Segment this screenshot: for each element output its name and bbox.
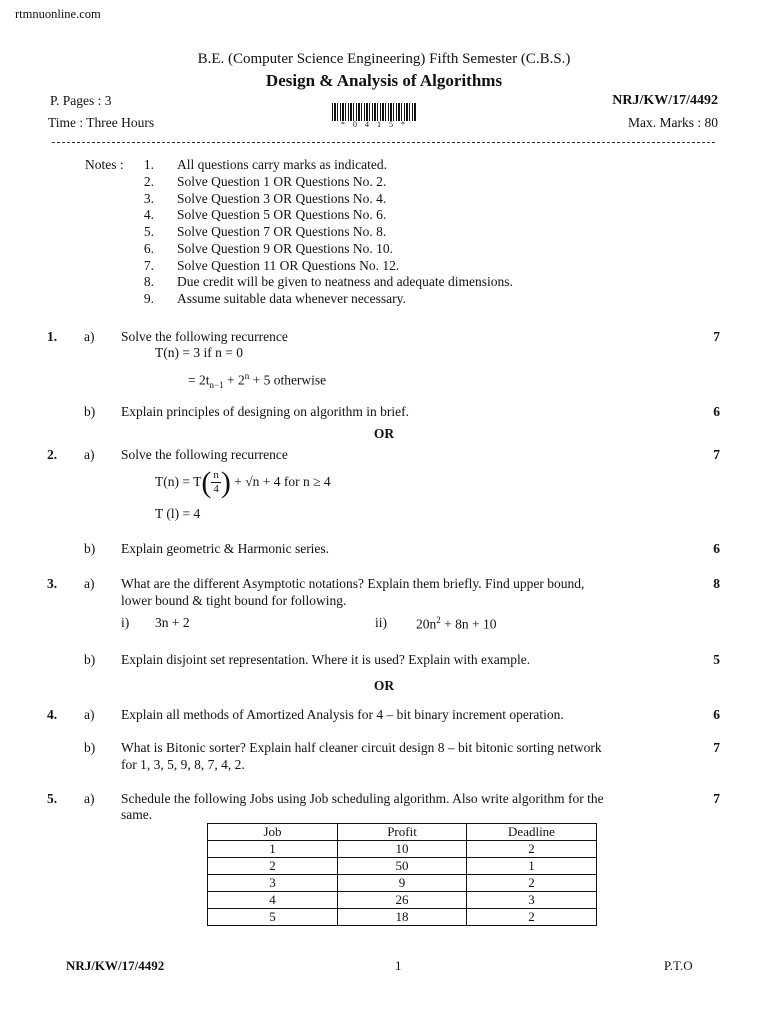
q2a-label: a): [84, 447, 95, 462]
q4a-text: Explain all methods of Amortized Analysis for 4 – bit binary increment operation.: [121, 707, 564, 722]
q1b-text: Explain principles of designing on algorithm in brief.: [121, 404, 409, 419]
table-cell: 18: [338, 909, 467, 926]
table-cell: 1: [467, 858, 597, 875]
header-divider: [52, 142, 715, 143]
q5a-text-line-1: Schedule the following Jobs using Job scheduling algorithm. Also write algorithm for the: [121, 791, 604, 806]
q5-number: 5.: [47, 791, 58, 806]
q1a-equation-2: = $2t_{n-1} + 2^n + 5$ otherwise: [188, 371, 327, 391]
q2-number: 2.: [47, 447, 58, 462]
note-text: Solve Question 3 OR Questions No. 4.: [177, 190, 387, 206]
table-header-row: [208, 824, 597, 841]
q3a-label: a): [84, 576, 95, 591]
q2b-text: Explain geometric & Harmonic series.: [121, 541, 330, 556]
note-number: 1.: [143, 157, 154, 172]
note-text: Solve Question 11 OR Questions No. 12.: [177, 257, 400, 273]
job-schedule-table: [207, 823, 597, 926]
q3a-i-label: i): [121, 615, 130, 630]
note-number: 2.: [143, 173, 154, 189]
q3-number: 3.: [47, 576, 58, 591]
q4-number: 4.: [47, 707, 58, 722]
q3b-text: Explain disjoint set representation. Where it is used? Explain with example.: [121, 652, 531, 667]
q4b-text-line-1: What is Bitonic sorter? Explain half cleaner circuit design 8 – bit bitonic sorting network: [121, 740, 602, 755]
paper-code: NRJ/KW/17/4492: [612, 93, 718, 108]
note-text: All questions carry marks as indicated.: [177, 157, 387, 172]
column-header-job: Job: [208, 824, 338, 841]
site-watermark: rtmnuonline.com: [15, 7, 101, 21]
table-cell: 2: [467, 841, 597, 858]
q1a-text: Solve the following recurrence: [121, 329, 288, 344]
q2a-equation-1: T(n) = T( $\frac{n}{4}$ ) + √n + 4 for n ≥ 4: [155, 465, 331, 499]
table-cell: 3: [208, 875, 338, 892]
footer-page-number: 1: [395, 958, 402, 973]
q1b-label: b): [84, 404, 96, 419]
table-cell: 2: [467, 875, 597, 892]
table-cell: 5: [208, 909, 338, 926]
footer-pto: P.T.O: [664, 958, 693, 973]
q5a-text-line-2: same.: [121, 807, 153, 822]
q4a-label: a): [84, 707, 95, 722]
column-header-profit: Profit: [338, 824, 467, 841]
q4b-text-line-2: for 1, 3, 5, 9, 8, 7, 4, 2.: [121, 757, 245, 772]
q2b-marks: 6: [713, 541, 720, 556]
page-count: P. Pages : 3: [50, 93, 112, 108]
q1a-equation-1: T(n) = 3 if n = 0: [155, 345, 243, 360]
table-cell: 3: [467, 892, 597, 909]
or-separator-1: OR: [373, 426, 395, 441]
notes-label: Notes :: [85, 157, 124, 172]
q1a-marks: 7: [713, 329, 720, 344]
q2a-marks: 7: [713, 447, 720, 462]
note-text: Solve Question 5 OR Questions No. 6.: [177, 207, 387, 223]
table-row: [208, 841, 597, 858]
table-row: [208, 858, 597, 875]
q1b-marks: 6: [713, 404, 720, 419]
note-text: Due credit will be given to neatness and adequate dimensions.: [177, 274, 513, 290]
barcode: [332, 103, 417, 121]
q3a-i-expression: 3n + 2: [155, 615, 190, 630]
course-title: B.E. (Computer Science Engineering) Fifth Semester (C.B.S.): [197, 51, 571, 67]
q3b-label: b): [84, 652, 96, 667]
subject-title: Design & Analysis of Algorithms: [265, 71, 503, 90]
table-cell: 10: [338, 841, 467, 858]
note-text: Assume suitable data whenever necessary.: [177, 291, 406, 306]
q1a-label: a): [84, 329, 95, 344]
note-number: 5.: [143, 224, 154, 239]
barcode-number: * 0 4 1 5 *: [341, 120, 408, 129]
q3a-ii-label: ii): [375, 615, 387, 630]
note-number: 7.: [143, 257, 154, 273]
note-text: Solve Question 1 OR Questions No. 2.: [177, 173, 387, 189]
note-number: 6.: [143, 240, 154, 256]
table-row: [208, 875, 597, 892]
q2a-equation-2: T (l) = 4: [155, 506, 201, 521]
note-number: 8.: [143, 274, 154, 290]
q2b-label: b): [84, 541, 96, 556]
column-header-deadline: Deadline: [467, 824, 597, 841]
table-cell: 50: [338, 858, 467, 875]
table-cell: 1: [208, 841, 338, 858]
note-text: Solve Question 7 OR Questions No. 8.: [177, 224, 387, 239]
q3a-marks: 8: [713, 576, 720, 591]
max-marks: Max. Marks : 80: [628, 115, 718, 130]
q2a-text: Solve the following recurrence: [121, 447, 288, 462]
note-number: 3.: [143, 190, 154, 206]
q5a-label: a): [84, 791, 95, 806]
note-text: Solve Question 9 OR Questions No. 10.: [177, 240, 393, 256]
fraction-n-over-4: $\frac{n}{4}$: [213, 469, 219, 496]
table-row: [208, 892, 597, 909]
note-number: 9.: [143, 291, 154, 306]
table-cell: 9: [338, 875, 467, 892]
q3b-marks: 5: [713, 652, 720, 667]
q3a-text-line-1: What are the different Asymptotic notations? Explain them briefly. Find upper bound,: [121, 576, 585, 591]
q4b-label: b): [84, 740, 96, 755]
exam-time: Time : Three Hours: [48, 115, 155, 130]
q1-number: 1.: [47, 329, 58, 344]
table-row: [208, 909, 597, 926]
table-cell: 2: [208, 858, 338, 875]
q4a-marks: 6: [713, 707, 720, 722]
note-number: 4.: [143, 207, 154, 223]
q4b-marks: 7: [713, 740, 720, 755]
q3a-text-line-2: lower bound & tight bound for following.: [121, 593, 347, 608]
table-cell: 26: [338, 892, 467, 909]
table-cell: 2: [467, 909, 597, 926]
q5a-marks: 7: [713, 791, 720, 806]
table-cell: 4: [208, 892, 338, 909]
q3a-ii-expression: $20n^2 + 8n + 10$: [416, 615, 497, 632]
footer-paper-code: NRJ/KW/17/4492: [66, 958, 165, 973]
or-separator-2: OR: [373, 678, 395, 693]
